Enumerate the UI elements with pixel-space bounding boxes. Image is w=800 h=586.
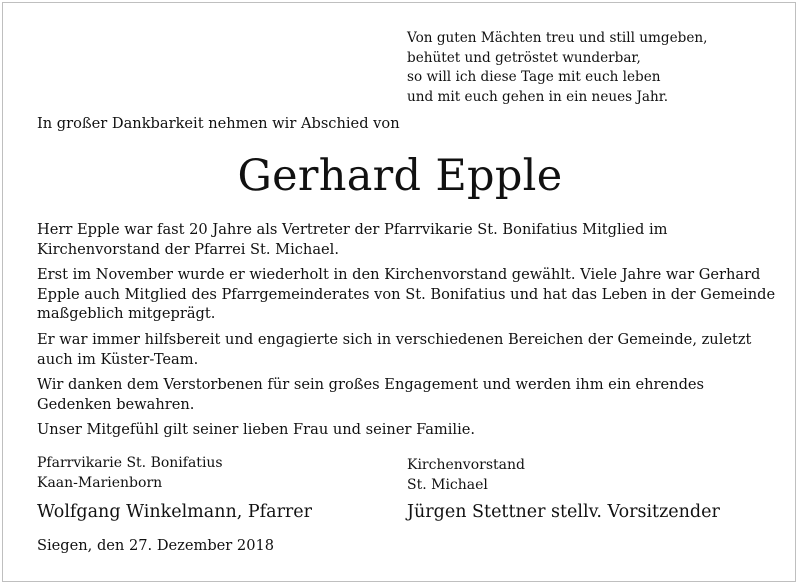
body-paragraph: Herr Epple war fast 20 Jahre als Vertreter der Pfarrvikarie St. Bonifatius Mitglied im Kirchenvorstand der Pfarrei St. Michael. xyxy=(37,221,668,258)
notice-body xyxy=(37,220,777,446)
organization-location: St. Michael xyxy=(407,477,488,493)
poem-line: behütet und getröstet wunderbar, xyxy=(407,49,641,66)
signer-name: Jürgen Stettner stellv. Vorsitzender xyxy=(407,502,720,522)
place-date-line: Siegen, den 27. Dezember 2018 xyxy=(37,537,275,554)
body-paragraph: Wir danken dem Verstorbenen für sein großes Engagement und werden ihm ein ehrendes Gedenken bewahren. xyxy=(37,376,705,413)
body-paragraph: Er war immer hilfsbereit und engagierte sich in verschiedenen Bereichen der Gemeinde, zuletzt auch im Küster-Team. xyxy=(37,330,752,368)
poem-quote xyxy=(407,29,787,107)
signature-block-right xyxy=(407,455,787,525)
signature-block-left xyxy=(37,453,397,525)
intro-text: In großer Dankbarkeit nehmen wir Abschied von xyxy=(37,115,400,132)
signer-name: Wolfgang Winkelmann, Pfarrer xyxy=(37,502,313,522)
body-paragraph: Unser Mitgefühl gilt seiner lieben Frau und seiner Familie. xyxy=(37,421,476,439)
poem-line: und mit euch gehen in ein neues Jahr. xyxy=(407,88,669,105)
deceased-name: Gerhard Epple xyxy=(237,151,563,201)
poem-line: Von guten Mächten treu und still umgeben, xyxy=(407,30,708,46)
poem-line: so will ich diese Tage mit euch leben xyxy=(407,69,661,86)
organization-name: Pfarrvikarie St. Bonifatius xyxy=(37,455,223,471)
organization-location: Kaan-Marienborn xyxy=(37,475,163,491)
organization-name: Kirchenvorstand xyxy=(407,457,525,473)
body-paragraph: Erst im November wurde er wiederholt in den Kirchenvorstand gewählt. Viele Jahre war Gerhard Epple auch Mitglied des Pfarrgemeinderates von St. Bonifatius und hat das Leben in der Gemeinde maßgeblich mitgeprägt. xyxy=(37,266,776,323)
